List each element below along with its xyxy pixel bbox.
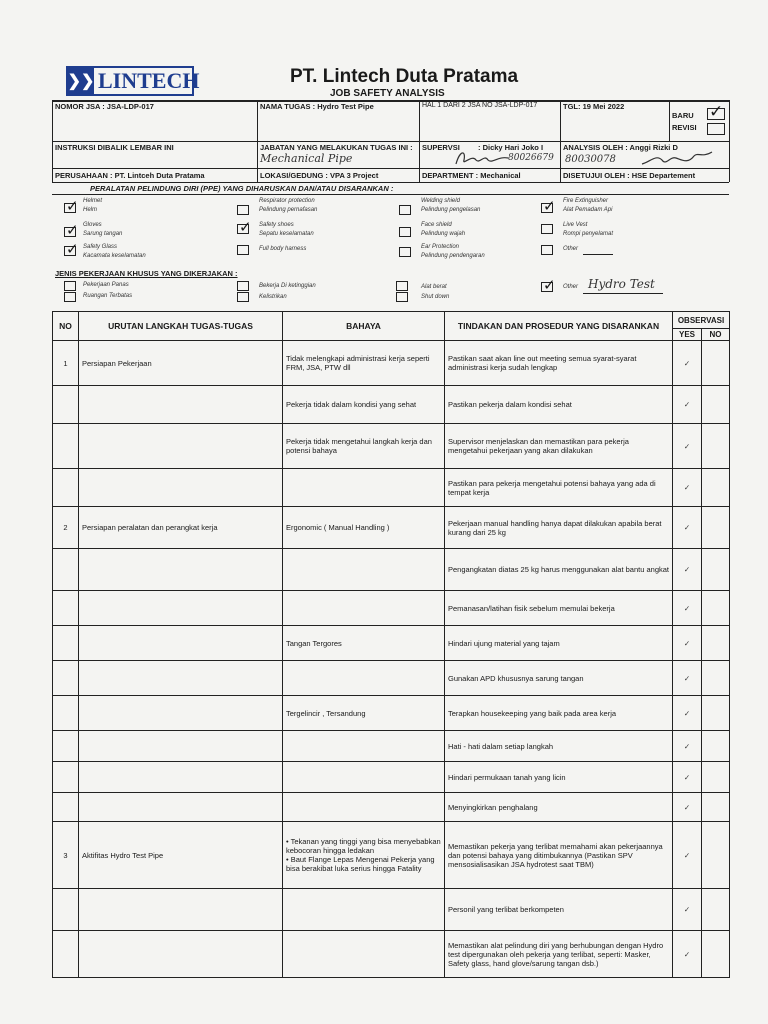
row-step [79, 469, 283, 507]
row-observasi-no[interactable] [702, 793, 730, 822]
row-number [53, 626, 79, 661]
row-step [79, 661, 283, 696]
row-observasi-yes[interactable]: ✓ [673, 931, 702, 978]
khusus-other-line [583, 293, 663, 294]
supervisi-name: : Dicky Hari Joko I [478, 143, 544, 152]
row-hazard: • Tekanan yang tinggi yang bisa menyebabkan kebocoran hingga ledakan • Baut Flange Lepas Mengenai Pekerja yang bisa berakibat luka serius hingga Fatality [283, 822, 445, 889]
grid-line [52, 168, 729, 169]
row-observasi-yes[interactable]: ✓ [673, 731, 702, 762]
khusus-panas-label: Pekerjaan Panas [83, 282, 129, 288]
ppe-live-vest-checkbox[interactable] [541, 224, 553, 234]
grid-line [419, 100, 420, 182]
khusus-alat-berat-label: Alat berat [421, 284, 447, 290]
row-step [79, 626, 283, 661]
row-observasi-no[interactable] [702, 731, 730, 762]
row-observasi-no[interactable] [702, 626, 730, 661]
ppe-live-vest-label: Live Vest [563, 222, 588, 228]
row-number: 1 [53, 341, 79, 386]
ppe-face-shield-sublabel: Pelindung wajah [421, 231, 466, 237]
row-observasi-yes[interactable]: ✓ [673, 386, 702, 424]
row-observasi-yes[interactable]: ✓ [673, 591, 702, 626]
row-observasi-no[interactable] [702, 591, 730, 626]
col-header-no: NO [53, 312, 79, 341]
row-number: 3 [53, 822, 79, 889]
row-observasi-no[interactable] [702, 889, 730, 931]
row-step [79, 386, 283, 424]
row-number [53, 696, 79, 731]
col-header-no-obs: NO [702, 329, 730, 341]
row-number [53, 931, 79, 978]
grid-line [52, 141, 729, 142]
row-observasi-no[interactable] [702, 507, 730, 549]
ppe-other-checkbox[interactable] [541, 245, 553, 255]
table-row [53, 341, 730, 386]
row-action: Pastikan para pekerja mengetahui potensi bahaya yang ada di tempat kerja [445, 469, 673, 507]
row-number [53, 549, 79, 591]
ppe-face-shield-checkbox[interactable] [399, 227, 411, 237]
ppe-title: PERALATAN PELINDUNG DIRI (PPE) YANG DIHARUSKAN DAN/ATAU DISARANKAN : [90, 184, 394, 193]
ppe-face-shield-label: Face shield [421, 222, 452, 228]
row-observasi-no[interactable] [702, 696, 730, 731]
table-row [53, 386, 730, 424]
row-observasi-yes[interactable]: ✓ [673, 341, 702, 386]
row-observasi-yes[interactable]: ✓ [673, 626, 702, 661]
table-row [53, 793, 730, 822]
disetujui: DISETUJUI OLEH : HSE Departement [563, 171, 696, 180]
ppe-welding-checkbox[interactable] [399, 205, 411, 215]
grid-line [52, 194, 729, 195]
row-action: Pastikan pekerja dalam kondisi sehat [445, 386, 673, 424]
row-observasi-yes[interactable]: ✓ [673, 661, 702, 696]
ppe-other-line [583, 254, 613, 255]
lokasi: LOKASI/GEDUNG : VPA 3 Project [260, 171, 379, 180]
company-name: PT. Lintech Duta Pratama [290, 66, 519, 87]
department: DEPARTMENT : Mechanical [422, 171, 521, 180]
khusus-terbatas-checkbox[interactable] [64, 292, 76, 302]
ppe-helmet-label: Helmet [83, 198, 103, 204]
khusus-ketinggian-label: Bekerja Di ketinggian [259, 283, 316, 289]
ppe-ear-protection-label: Ear Protection [421, 244, 460, 250]
row-number [53, 731, 79, 762]
table-row [53, 889, 730, 931]
row-action: Hati - hati dalam setiap langkah [445, 731, 673, 762]
ppe-fire-extinguisher-sublabel: Alat Pemadam Api [563, 207, 613, 213]
row-observasi-no[interactable] [702, 424, 730, 469]
grid-line [729, 100, 730, 182]
row-hazard [283, 591, 445, 626]
table-row [53, 424, 730, 469]
tanggal: TGL: 19 Mei 2022 [563, 102, 625, 111]
khusus-terbatas-label: Ruangan Terbatas [83, 293, 133, 299]
row-hazard [283, 793, 445, 822]
jabatan-handwritten: Mechanical Pipe [260, 152, 353, 165]
row-action: Hindari ujung material yang tajam [445, 626, 673, 661]
nama-tugas: NAMA TUGAS : Hydro Test Pipe [260, 102, 374, 111]
row-hazard [283, 469, 445, 507]
baru-label: BARU [672, 111, 694, 120]
ppe-safety-shoes-checkbox[interactable]: ✓ [239, 219, 252, 236]
khusus-alat-berat-checkbox[interactable] [396, 281, 408, 291]
table-row [53, 696, 730, 731]
row-number [53, 469, 79, 507]
table-row [53, 591, 730, 626]
halaman: HAL 1 DARI 2 JSA NO JSA-LDP-017 [422, 102, 538, 109]
row-hazard [283, 549, 445, 591]
row-step [79, 889, 283, 931]
row-observasi-no[interactable] [702, 822, 730, 889]
row-action: Personil yang terlibat berkompeten [445, 889, 673, 931]
ppe-safety-glass-sublabel: Kacamata keselamatan [83, 253, 146, 259]
row-observasi-yes[interactable]: ✓ [673, 793, 702, 822]
revisi-label: REVISI [672, 123, 697, 132]
row-number [53, 386, 79, 424]
ppe-safety-glass-checkbox[interactable]: ✓ [66, 241, 79, 258]
nomor-jsa: NOMOR JSA : JSA-LDP-017 [55, 102, 154, 111]
row-hazard: Ergonomic ( Manual Handling ) [283, 507, 445, 549]
ppe-gloves-checkbox[interactable]: ✓ [66, 222, 79, 239]
table-row [53, 931, 730, 978]
ppe-respirator-sublabel: Pelindung pernafasan [259, 207, 318, 213]
row-observasi-yes[interactable]: ✓ [673, 507, 702, 549]
table-row [53, 626, 730, 661]
table-row [53, 762, 730, 793]
row-hazard [283, 762, 445, 793]
grid-line [669, 100, 670, 141]
row-observasi-yes[interactable]: ✓ [673, 424, 702, 469]
company-logo [66, 66, 200, 96]
row-action: Terapkan housekeeping yang baik pada area kerja [445, 696, 673, 731]
row-action: Gunakan APD khususnya sarung tangan [445, 661, 673, 696]
row-step [79, 731, 283, 762]
instruksi: INSTRUKSI DIBALIK LEMBAR INI [55, 143, 174, 152]
ppe-helmet-checkbox[interactable]: ✓ [66, 198, 79, 215]
row-observasi-yes[interactable]: ✓ [673, 822, 702, 889]
row-step [79, 591, 283, 626]
row-action: Pengangkatan diatas 25 kg harus menggunakan alat bantu angkat [445, 549, 673, 591]
row-step: Persiapan Pekerjaan [79, 341, 283, 386]
ppe-respirator-label: Respirator protection [259, 198, 315, 204]
table-row [53, 822, 730, 889]
khusus-ketinggian-checkbox[interactable] [237, 281, 249, 291]
row-hazard [283, 931, 445, 978]
col-header-bahaya: BAHAYA [283, 312, 445, 341]
ppe-gloves-label: Gloves [83, 222, 102, 228]
col-header-observasi: OBSERVASI [673, 312, 730, 329]
table-row [53, 469, 730, 507]
row-hazard [283, 661, 445, 696]
col-header-yes: YES [673, 329, 702, 341]
row-action: Pemanasan/latihan fisik sebelum memulai bekerja [445, 591, 673, 626]
row-observasi-no[interactable] [702, 931, 730, 978]
ppe-fire-extinguisher-label: Fire Extinguisher [563, 198, 609, 204]
supervisi-signature [452, 146, 512, 168]
table-row [53, 549, 730, 591]
row-hazard: Tidak melengkapi administrasi kerja seperti FRM, JSA, PTW dll [283, 341, 445, 386]
supervisi-label: SUPERVSI [422, 143, 460, 152]
ppe-other-label: Other [563, 246, 579, 252]
row-hazard: Tergelincir , Tersandung [283, 696, 445, 731]
ppe-safety-glass-label: Safety Glass [83, 244, 118, 250]
khusus-shutdown-checkbox[interactable] [396, 292, 408, 302]
logo-mark-icon: ❯❯ [68, 68, 94, 94]
row-step [79, 762, 283, 793]
ppe-respirator-checkbox[interactable] [237, 205, 249, 215]
row-observasi-yes[interactable]: ✓ [673, 889, 702, 931]
grid-line [52, 100, 53, 182]
row-hazard [283, 731, 445, 762]
ppe-safety-shoes-sublabel: Sepatu keselamatan [259, 231, 314, 237]
row-step [79, 931, 283, 978]
row-action: Menyingkirkan penghalang [445, 793, 673, 822]
khusus-other-label: Other [563, 284, 579, 290]
row-action: Hindari permukaan tanah yang licin [445, 762, 673, 793]
row-action: Memastikan alat pelindung diri yang berhubungan dengan Hydro test dipergunakan oleh pekerja yang terlibat, seperti: Masker, Safety glass, hand glove/sarung tangan dsb.) [445, 931, 673, 978]
row-observasi-no[interactable] [702, 549, 730, 591]
ppe-harness-checkbox[interactable] [237, 245, 249, 255]
row-step: Aktifitas Hydro Test Pipe [79, 822, 283, 889]
table-row [53, 731, 730, 762]
khusus-panas-checkbox[interactable] [64, 281, 76, 291]
row-observasi-no[interactable] [702, 341, 730, 386]
table-row [53, 661, 730, 696]
khusus-other-checkbox[interactable]: ✓ [543, 277, 556, 294]
row-step [79, 793, 283, 822]
row-number [53, 762, 79, 793]
jsa-table [52, 311, 730, 978]
khusus-listrik-label: Kelistrikan [259, 294, 287, 300]
row-observasi-yes[interactable]: ✓ [673, 696, 702, 731]
ppe-fire-extinguisher-checkbox[interactable]: ✓ [543, 198, 556, 215]
ppe-helmet-sublabel: Helm [83, 207, 98, 213]
row-observasi-yes[interactable]: ✓ [673, 469, 702, 507]
row-step [79, 424, 283, 469]
logo-text: LINTECH [98, 68, 200, 93]
document-title: JOB SAFETY ANALYSIS [330, 88, 445, 99]
row-action: Pastikan saat akan line out meeting semua syarat-syarat administrasi kerja sudah lengkap [445, 341, 673, 386]
khusus-title: JENIS PEKERJAAN KHUSUS YANG DIKERJAKAN : [55, 269, 238, 278]
table-row [53, 507, 730, 549]
ppe-ear-protection-checkbox[interactable] [399, 247, 411, 257]
row-action: Memastikan pekerja yang terlibat memahami akan pekerjaannya dan potensi bahaya yang ditimbukannya (Pastikan SPV mensosialisasikan JSA hydrotest saat TBM) [445, 822, 673, 889]
ppe-harness-label: Full body harness [259, 246, 307, 252]
row-number [53, 889, 79, 931]
analysis-signature [640, 146, 716, 170]
row-hazard [283, 889, 445, 931]
revisi-checkbox[interactable] [707, 123, 725, 135]
row-hazard: Pekerja tidak mengetahui langkah kerja dan potensi bahaya [283, 424, 445, 469]
analysis-oleh: ANALYSIS OLEH : Anggi Rizki D [563, 143, 678, 152]
perusahaan: PERUSAHAAN : PT. Lintceh Duta Pratama [55, 171, 205, 180]
row-observasi-no[interactable] [702, 386, 730, 424]
grid-line [257, 100, 258, 182]
ppe-gloves-sublabel: Sarung tangan [83, 231, 123, 237]
row-step: Persiapan peralatan dan perangkat kerja [79, 507, 283, 549]
grid-line [560, 100, 561, 182]
khusus-listrik-checkbox[interactable] [237, 292, 249, 302]
row-hazard: Pekerja tidak dalam kondisi yang sehat [283, 386, 445, 424]
ppe-live-vest-sublabel: Rompi penyelamat [563, 231, 614, 237]
row-number [53, 591, 79, 626]
row-observasi-yes[interactable]: ✓ [673, 549, 702, 591]
row-action: Supervisor menjelaskan dan memastikan para pekerja mengetahui pekerjaan yang akan dilakukan [445, 424, 673, 469]
row-number [53, 424, 79, 469]
row-number [53, 661, 79, 696]
supervisi-id-handwritten: 80026679 [508, 153, 554, 163]
ppe-welding-label: Welding shield [421, 198, 460, 204]
jabatan-label: JABATAN YANG MELAKUKAN TUGAS INI : [260, 143, 413, 152]
analysis-id-handwritten: 80030078 [565, 154, 616, 165]
ppe-welding-sublabel: Pelindung pengelasan [421, 207, 481, 213]
row-step [79, 696, 283, 731]
row-observasi-no[interactable] [702, 469, 730, 507]
grid-line [52, 182, 729, 183]
col-header-tindakan: TINDAKAN DAN PROSEDUR YANG DISARANKAN [445, 312, 673, 341]
khusus-other-handwritten: Hydro Test [588, 277, 655, 291]
ppe-safety-shoes-label: Safety shoes [259, 222, 294, 228]
row-observasi-no[interactable] [702, 762, 730, 793]
col-header-urutan: URUTAN LANGKAH TUGAS-TUGAS [79, 312, 283, 341]
khusus-shutdown-label: Shut down [421, 294, 450, 300]
row-action: Pekerjaan manual handling hanya dapat dilakukan apabila berat kurang dari 25 kg [445, 507, 673, 549]
row-step [79, 549, 283, 591]
row-hazard: Tangan Tergores [283, 626, 445, 661]
row-observasi-no[interactable] [702, 661, 730, 696]
baru-checkbox[interactable]: ✓ [709, 102, 724, 121]
row-number: 2 [53, 507, 79, 549]
row-number [53, 793, 79, 822]
row-observasi-yes[interactable]: ✓ [673, 762, 702, 793]
ppe-ear-protection-sublabel: Pelindung pendengaran [421, 253, 485, 259]
